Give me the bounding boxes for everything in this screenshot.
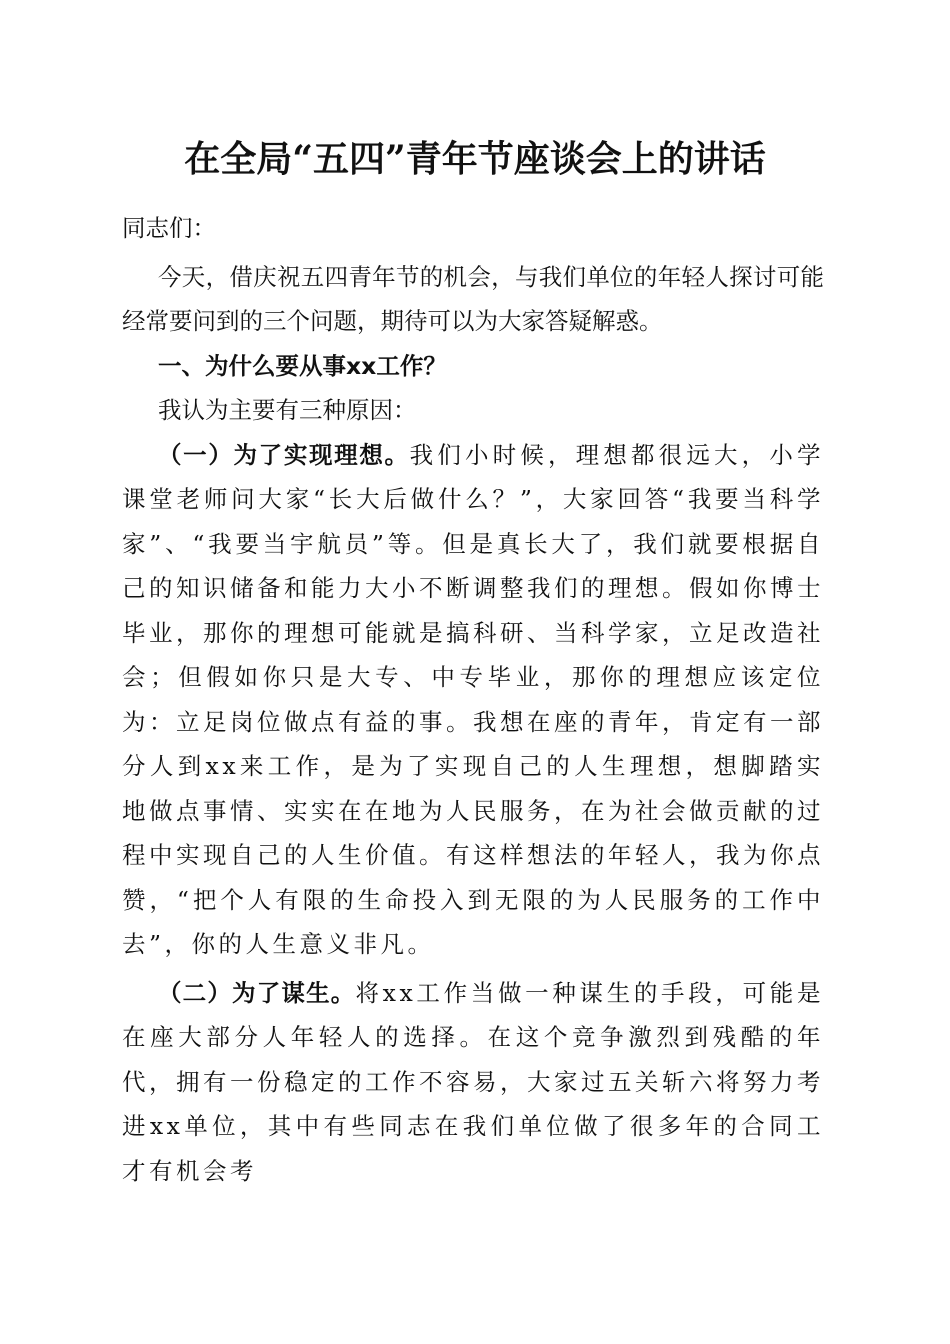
point-1-heading: （一）为了实现理想。 (158, 440, 410, 469)
point-1-body: 我们小时候，理想都很远大，小学课堂老师问大家“长大后做什么？”，大家回答“我要当科学家”、“我要当宇航员”等。但是真长大了，我们就要根据自己的知识储备和能力大小不断调整我们的理想。假如你博士毕业，那你的理想可能就是搞科研、当科学家，立足改造社会；但假如你只是大专、中专毕业，那你的理想应该定位为：立足岗位做点有益的事。我想在座的青年，肯定有一部分人到xx来工作，是为了实现自己的人生理想，想脚踏实地做点事情、实实在在地为人民服务，在为社会做贡献的过程中实现自己的人生价值。有这样想法的年轻人，我为你点赞，“把个人有限的生命投入到无限的为人民服务的工作中去”，你的人生意义非凡。 (122, 440, 825, 958)
document-body (122, 206, 824, 1193)
document-title: 在全局“五四”青年节座谈会上的讲话 (184, 138, 766, 180)
point-2-body: 将xx工作当做一种谋生的手段，可能是在座大部分人年轻人的选择。在这个竞争激烈到残酷的年代，拥有一份稳定的工作不容易，大家过五关斩六将努力考进xx单位，其中有些同志在我们单位做了很多年的合同工才有机会考 (122, 978, 824, 1185)
intro-paragraph: 今天，借庆祝五四青年节的机会，与我们单位的年轻人探讨可能经常要问到的三个问题，期待可以为大家答疑解惑。 (122, 262, 824, 335)
reasons-intro: 我认为主要有三种原因： (158, 396, 417, 424)
section-heading-1: 一、为什么要从事xx工作？ (158, 351, 447, 380)
point-2-heading: （二）为了谋生。 (158, 978, 356, 1007)
salutation: 同志们： (122, 214, 216, 242)
point-2-paragraph (122, 971, 824, 1194)
point-1-paragraph (122, 433, 824, 967)
